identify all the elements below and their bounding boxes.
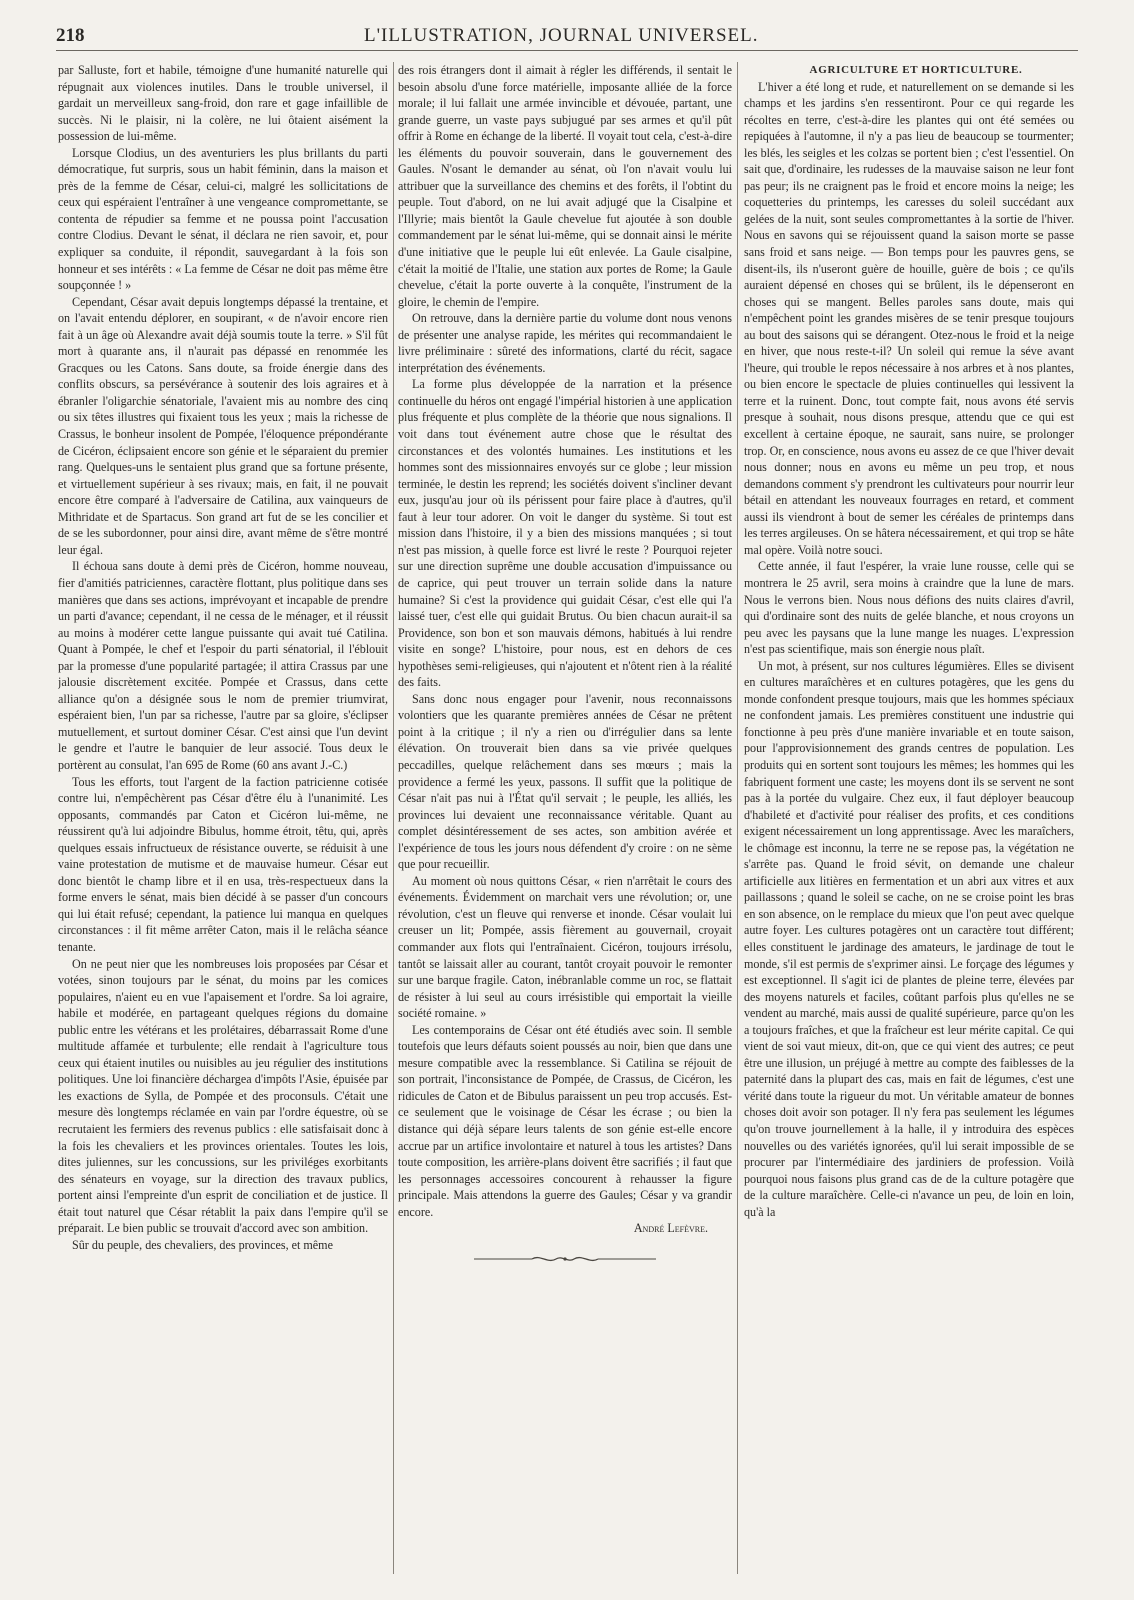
paragraph: Il échoua sans doute à demi près de Cicéron, homme nouveau, fier d'amitiés patriciennes, caractère flottant, plus politique dans ses manières que dans ses actions, imprévoyant et incapable de prendre un parti d'avance; cependant, il ne cessa de le ménager, et il réussit au moins à modérer cette langue puissante qui avait tué Catilina. Quant à Pompée, le chef et l'espoir du parti sénatorial, il l'éblouit par la promesse d'une popularité partagée; il attira Crassus par une jalousie discrètement excitée. Pompée et Crassus, dans cette alliance qu'on a désignée sous le nom de premier triumvirat, espéraient bien, l'un par sa richesse, l'autre par sa gloire, s'éclipser mutuellement, et surtout dominer César. C'est ainsi que l'un devint le gendre et l'autre le banquier de leur associé. Tous deux le portèrent au consulat, l'an 695 de Rome (60 ans avant J.-C.) [58, 559, 388, 772]
paragraph: Sans donc nous engager pour l'avenir, nous reconnaissons volontiers que les quarante premières années de César ne prêtent point à la critique ; il n'y a rien ou d'irrégulier dans sa lente élévation. On trouverait bien dans sa vie privée quelques peccadilles, quelque relâchement dans ses mœurs ; mais la providence a fermé les yeux, passons. Il suffit que la politique de César n'ait pas nui à l'État qu'il servait ; le peuple, les alliés, les provinces lui devaient une reconnaissance véritable. Quant au complet désintéressement de ses actes, son ambition avérée et l'expérience de tous les jours nous défendent d'y croire : on ne sème que pour recueillir. [398, 691, 732, 872]
paragraph: Lorsque Clodius, un des aventuriers les plus brillants du parti démocratique, fut surpris, sous un habit féminin, dans la maison et près de la femme de César, celui-ci, malgré les sollicitations de ceux qui espéraient l'entraîner à une vengeance compromettante, se contenta de répudier sa femme et ne poussa point l'accusation contre Clodius. Devant le sénat, il déclara ne rien savoir, et, pour expliquer sa conduite, il répondit, sauvegardant à la fois son honneur et ses intérêts : « La femme de César ne doit pas même être soupçonnée ! » [58, 145, 388, 293]
paragraph: Au moment où nous quittons César, « rien n'arrêtait le cours des événements. Évidemment on marchait vers une révolution; or, une révolution, c'est un fleuve qui renverse et inonde. César voulait lui creuser un lit; Pompée, assis fièrement au gouvernail, croyait commander aux flots qui l'entraînaient. Cicéron, toujours irrésolu, tantôt se laissait aller au courant, tantôt croyait pouvoir le remonter sur une barque fragile. Caton, inébranlable comme un roc, se flattait de résister à lui seul au cours irrésistible qui emportait la vieille société romaine. » [398, 873, 732, 1021]
column-divider-2 [737, 62, 738, 1574]
paragraph: La forme plus développée de la narration et la présence continuelle du héros ont engagé l'impérial historien à une application plus fréquente et plus complète de la théorie que nous signalions. Il voit dans tout événement autre chose que le résultat des circonstances et des volontés humaines. Les institutions et les hommes sont des missionnaires envoyés sur ce globe ; leur mission terminée, le destin les reprend; les sociétés doivent s'incliner devant eux, jusqu'au jour où ils périssent pour faire place à d'autres, qu'il faut à leur tour adorer. On voit le danger du système. Si tout est mission dans l'histoire, il y a bien des missions manquées ; si tout n'est pas mission, à quelle force est livré le reste ? Pourquoi rejeter sur une direction suprême une double accusation d'impuissance ou de caprice, qui peut trouver un terrain solide dans la nature humaine? Si c'est la providence qui guidait César, c'est elle qui l'a laissé tuer, c'est elle qui guidait Brutus. Ou bien chacun aurait-il sa Providence, son bon et son mauvais démons, habitués à lui rendre visite en songe? L'histoire, pour nous, est en dehors de ces hypothèses semi-religieuses, qui n'ajoutent et n'ôtent rien à la réalité des faits. [398, 377, 732, 690]
column-3 [744, 62, 1074, 1574]
page-number: 218 [56, 25, 85, 46]
paragraph: Sûr du peuple, des chevaliers, des provinces, et même [72, 1237, 333, 1252]
column-2 [398, 62, 732, 1574]
paragraph: Tous les efforts, tout l'argent de la faction patricienne cotisée contre lui, n'empêchèrent pas César d'être élu à l'unanimité. Les opposants, commandés par Caton et Cicéron lui-même, ne réussirent qu'à lui adjoindre Bibulus, homme étroit, têtu, qui, après quelques essais infructueux de résistance ouverte, se réduisit à une vaine protestation de mutisme et de mauvaise humeur. César eut donc bientôt le champ libre et il en usa, très-respectueux dans la forme envers le sénat, mais bien décidé à se passer d'un concours qui lui était refusé; cependant, la patience lui manqua en quelques circonstances : il fit même arrêter Caton, mais il le relâcha séance tenante. [58, 774, 388, 954]
paragraph: L'hiver a été long et rude, et naturellement on se demande si les champs et les jardins s'en ressentiront. Pour ce qui regarde les récoltes en terre, c'est-à-dire les plantes qui ont été semées ou repiquées à l'automne, il n'y a pas lieu de beaucoup se tourmenter; les blés, les seigles et les colzas se portent bien ; c'est l'essentiel. On sait que, d'ordinaire, les rudesses de la mauvaise saison ne leur font pas peur; ils ne craignent pas le froid et encore moins la neige; les coquetteries du printemps, les caresses du soleil succédant aux gelées de la nuit, sont seules compromettantes à la sortie de l'hiver. Nous en savons qui se réjouissent quand la saison morte se passe sans froid et sans neige. — Bon temps pour les pauvres gens, se disent-ils, ils n'useront guère de houille, guère de bois ; ce qu'ils auraient dépensé en choses qui se brûlent, ils le dépenseront en choses qui se mangent. Belles paroles sans doute, mais qui n'empêchent point les grandes misères de se tenir presque toujours au bout des saisons qui se dérangent. Otez-nous le froid et la neige en hiver, que nous reste-t-il? Un soleil qui remue la séve avant l'heure, qui trouble le repos nécessaire à nos arbres et à nos plantes, ou bien encore le spectacle de pluies continuelles qui lessivent la terre et la ruinent. Donc, tout compte fait, nous avons été servis presque à souhait, nous disons presque, attendu que ce qui est excellent à certaine époque, ne saurait, sans nuire, se prolonger trop. Or, en conscience, nous avons eu assez de ce que l'hiver devait nous donner; nous en avons eu même un peu trop, et nous demandons comment s'y prendront les cultivateurs pour nourrir leur bétail en attendant les nouveaux fourrages en retard, et comment aussi ils viendront à bout de semer les céréales de printemps dans les terres argileuses. On se hâtera nécessairement, et qui trop se hâte mal opère. Voilà notre souci. [744, 79, 1074, 557]
paragraph: Cette année, il faut l'espérer, la vraie lune rousse, celle qui se montrera le 25 avril, sera moins à craindre que la lune de mars. Nous le verrons bien. Nous nous défions des nuits claires d'avril, qui d'ordinaire sont des nuits de gelée blanche, et nous croyons un peu avec les paysans que la lune mange les nuages. L'expression n'est pas scientifique, mais son énergie nous plaît. [744, 559, 1074, 657]
paragraph: des rois étrangers dont il aimait à régler les différends, il sentait le besoin absolu d'une force matérielle, imposante alliée de la force morale; il lui fallait une armée invincible et dévouée, partant, une grande guerre, un vaste pays subjugué par ses armes et qu'il pût offrir à Rome en échange de la liberté. Il voyait tout cela, c'est-à-dire les éléments du pouvoir souverain, dans le gouvernement des Gaules. N'osant le demander au sénat, où l'on n'avait voulu lui attribuer que la surveillance des chemins et des forêts, il l'obtint du peuple. Tout d'abord, on ne lui avait adjugé que la Cisalpine et l'Illyrie; mais bientôt la Gaule chevelue fut ajoutée à son double commandement par le sénat lui-même, qui se donnait ainsi le mérite d'une initiative que le peuple lui eût enlevée. La Gaule cisalpine, c'était la moitié de l'Italie, une station aux portes de Rome; la Gaule chevelue, c'était la porte ouverte à la conquête, l'instrument de la gloire, le chemin de l'empire. [398, 63, 732, 309]
paragraph: On retrouve, dans la dernière partie du volume dont nous venons de présenter une analyse rapide, les mérites qui recommandaient le livre préliminaire : sûreté des informations, clarté du récit, sagace interprétation des événements. [398, 311, 732, 375]
column-divider-1 [393, 62, 394, 1574]
section-title: AGRICULTURE ET HORTICULTURE. [809, 64, 1023, 76]
journal-title: L'ILLUSTRATION, JOURNAL UNIVERSEL. [363, 25, 759, 46]
paragraph: Les contemporains de César ont été étudiés avec soin. Il semble toutefois que leurs défauts soient poussés au noir, bien que dans une mesure compatible avec la ressemblance. Si Catilina se réjouit de son portrait, l'inconsistance de Pompée, de Crassus, de Cicéron, les ridicules de Caton et de Bibulus paraissent un peu trop accusés. Est-ce seulement que le voisinage de César les écrase ; ou bien la distance qui déjà sépare leurs talents de son génie est-elle encore accrue par un artifice involontaire et naturel à tous les artistes? Dans toute composition, les arrière-plans doivent être sacrifiés ; il faut que les personnages accessoires concourent à rehausser la figure principale. Mais attendons la guerre des Gaules; César y va grandir encore. [398, 1022, 732, 1219]
column-1 [58, 62, 388, 1574]
paragraph: Un mot, à présent, sur nos cultures légumières. Elles se divisent en cultures maraîchères et en cultures potagères, que les gens du monde confondent presque toujours, mais que les hommes spéciaux ne confondent jamais. Les premières constituent une industrie qui fonctionne à peu près d'une manière invariable et en toute saison, pour l'approvisionnement des grands centres de population. Les produits qui en sortent sont toujours les mêmes; les hommes qui les fabriquent forment une caste; les moyens dont ils se servent ne sont pas à la portée du vulgaire. Chez eux, il faut déployer beaucoup d'habileté et d'activité pour réaliser des profits, et ces conditions exigent nécessairement un long apprentissage. Avec les maraîchers, le chômage est inconnu, la terre ne se repose pas, la végétation ne s'arrête pas. Quand le froid sévit, on demande une chaleur artificielle aux litières en fermentation et un abri aux vitres et aux paillassons ; quand le soleil se cache, on ne se croise point les bras en son absence, on le remplace du mieux que l'on peut avec quelque autre foyer. Les cultures potagères ont un caractère tout différent; elles constituent le jardinage des amateurs, le jardinage de tout le monde, s'il est permis de s'exprimer ainsi. Le forçage des légumes y est exceptionnel. Il s'agit ici de plantes de pleine terre, élevées par des moyens naturels et faciles, coûtant parfois plus qu'elles ne se vendent au marché, mais aussi de qualité supérieure, parce qu'on les a toujours fraîches, et que la fraîcheur est leur mérite capital. Ce qui vient de soi vaut mieux, dit-on, que ce qui vient des autres; ce peut être une illusion, un préjugé à mettre au compte des faiblesses de la paternité dans la plupart des cas, mais en fait de légumes, c'est une vérité dans toute la rigueur du mot. Un véritable amateur de bonnes choses doit avoir son potager. Il n'y fera pas seulement les légumes qu'on trouve journellement à la halle, il y introduira des espèces nouvelles ou des variétés ignorées, qu'il lui serait impossible de se procurer par l'intermédiaire des jardiniers de profession. Voilà pourquoi nous faisons plus grand cas de de la culture potagère que de la culture maraîchère. Celle-ci n'avance un peu, de loin en loin, qu'à la [744, 658, 1074, 1219]
page-header [56, 22, 1078, 51]
paragraph: par Salluste, fort et habile, témoigne d'une humanité naturelle qui répugnait aux violences inutiles. Dans le trouble universel, il gardait un merveilleux sang-froid, don rare et gage infaillible de succès. Ni le plaisir, ni la colère, ne lui ôtaient aisément la possession de lui-même. [58, 63, 388, 144]
fleuron-ornament-icon [470, 1253, 660, 1265]
author-signature: André Lefèvre. [633, 1221, 708, 1236]
paragraph: Cependant, César avait depuis longtemps dépassé la trentaine, et on l'avait entendu déplorer, en soupirant, « de n'avoir encore rien fait à un âge où Alexandre avait déjà soumis toute la terre. » S'il fût mort à quarante ans, il n'aurait pas dépassé en renommée les Gracques ou les Catons. Sans doute, sa froide énergie dans des conflits obscurs, sa persévérance à soutenir des lois agraires et à ébranler l'oligarchie sénatoriale, l'avaient mis au nombre des cinq ou six têtes illustres qui fixaient tous les yeux ; mais la richesse de Crassus, le bonheur insolent de Pompée, l'éloquence prépondérante de Cicéron, éclipsaient encore son génie et le séparaient du premier rang. Quelques-uns le sentaient plus grand que sa fortune présente, et virtuellement supérieur à ses rivaux; mais, en fait, il ne pouvait encore être comparé à l'adversaire de Catilina, aux vainqueurs de Mithridate et de Spartacus. Son grand art fut de se les concilier et de se les subordonner, pour ainsi dire, avant même de s'être montré leur égal. [58, 294, 388, 557]
paragraph: On ne peut nier que les nombreuses lois proposées par César et votées, sinon toujours par le sénat, du moins par les comices populaires, n'aient eu en vue l'apaisement et l'ordre. Sa loi agraire, habile et modérée, en partageant quelques régions du domaine public entre les vétérans et les prolétaires, débarrassait Rome d'une multitude affamée et turbulente; elle rendait à l'agriculture tous ceux qui étaient inutiles ou nuisibles au jeu régulier des institutions politiques. Une loi financière déchargea d'impôts l'Asie, épuisée par les exactions de Sylla, de Pompée et des proconsuls. C'était une mesure dès longtemps réclamée en vain par l'ordre équestre, où se recrutaient les fermiers des revenus publics : elle satisfaisait donc à la fois les chevaliers et les provinces orientales. Toutes les lois, dites juliennes, sur les concussions, sur les priviléges exorbitants des sénateurs en voyage, sur la direction des travaux publics, portent ainsi l'empreinte d'un esprit de conciliation et de justice. Il était tout naturel que César rétablit la paix dans l'empire qu'il se préparait. Le bien public se trouvait d'accord avec son ambition. [58, 956, 388, 1236]
